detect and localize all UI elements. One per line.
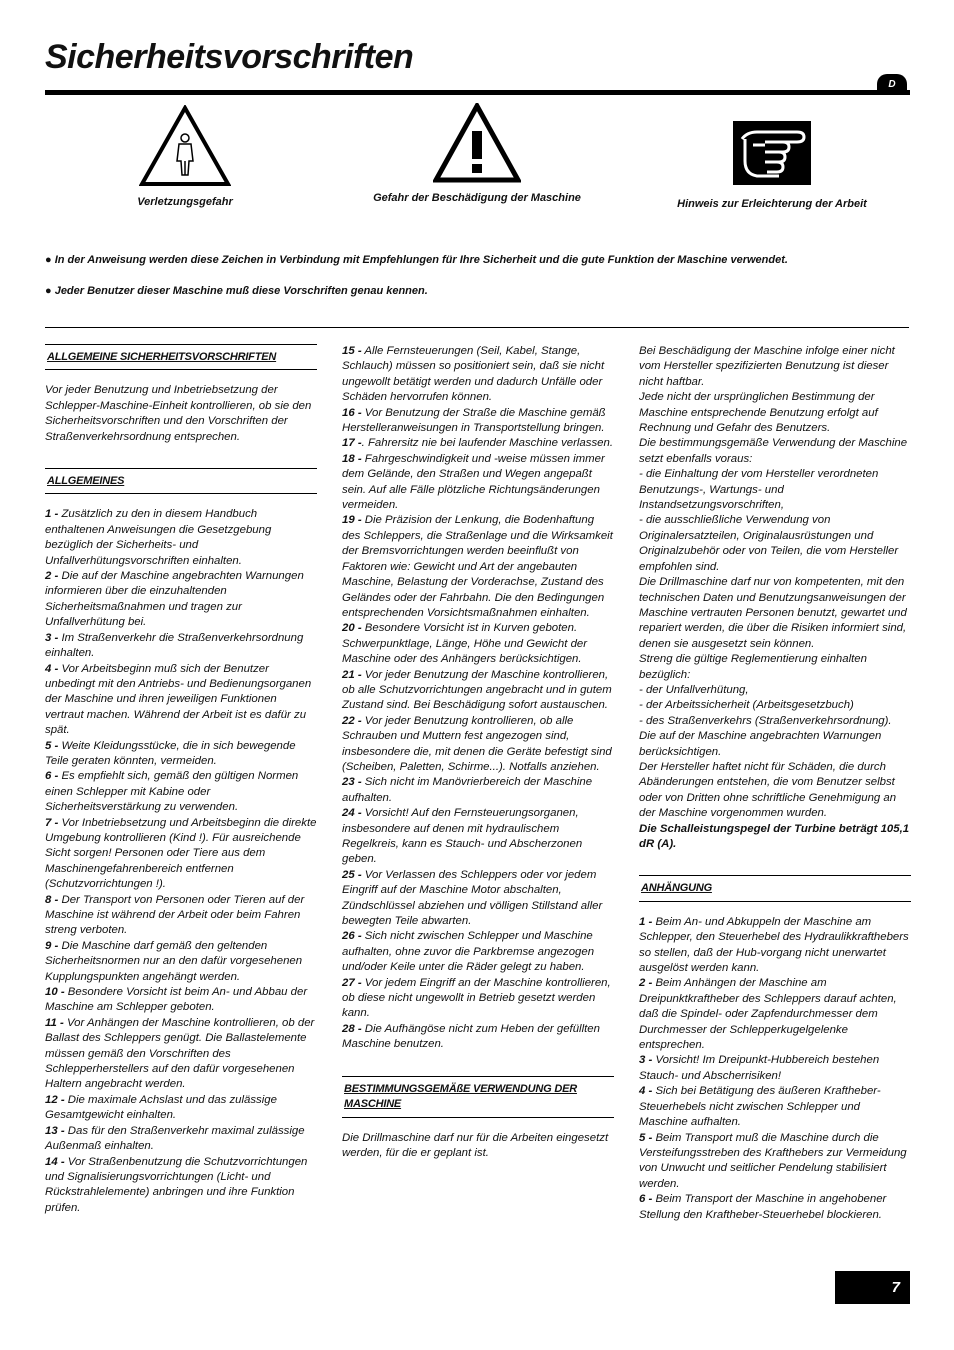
text-line: - die ausschließliche Verwendung von Originalersatzteilen, Originalausrüstungen und Originalzubehör oder von Teilen, die vom Hersteller empfohlen sind. [639, 514, 899, 573]
icon-machine-damage [350, 103, 604, 204]
rule-item: 10 - Besondere Vorsicht ist beim An- und Abbau der Maschine am Schlepper geboten. [45, 986, 308, 1014]
icon-caption: Verletzungsgefahr [137, 196, 233, 208]
rule-item: 24 - Vorsicht! Auf den Fernsteuerungsorganen, insbesondere auf denen mit hydraulischem Regelkreis, kann es Stauch- und Abscherzonen geben. [342, 807, 583, 866]
icon-injury-risk [100, 105, 270, 208]
spacer [45, 445, 317, 468]
heading-general-safety: ALLGEMEINE SICHERHEITSVORSCHRIFTEN [45, 344, 317, 370]
text-line: Die auf der Maschine angebrachten Warnungen berücksichtigen. [639, 730, 882, 758]
note-symbols: ● In der Anweisung werden diese Zeichen in Verbindung mit Empfehlungen für Ihre Sicherheit und die gute Funktion der Maschine verwendet. [45, 254, 788, 266]
text-line: Der Hersteller haftet nicht für Schäden, die durch Abänderungen entstehen, die vom Benutzer selbst oder von Dritten ohne schriftliche Genehmigung an der Maschine vorgenommen wurden. [639, 760, 897, 820]
rule-item: 22 - Vor jeder Benutzung kontrollieren, ob alle Schrauben und Muttern fest angezogen sind, insbesondere die, mit denen die Geräte befestigt sind (Scheiben, Paletten, Schirme...). Notfalls anziehen. [342, 714, 612, 773]
text-line: Jede nicht der ursprünglichen Bestimmung der Maschine entsprechende Benutzung erfolgt auf Rechnung und Gefahr des Benutzers. [639, 391, 878, 435]
spacer [639, 852, 911, 875]
text-line: - die Einhaltung der vom Hersteller verordneten Benutzungs-, Wartungs- und Instandsetzungsvorschriften, [639, 468, 879, 512]
rule-item: 28 - Die Aufhängöse nicht zum Heben der gefüllten Maschine benutzen. [342, 1022, 600, 1051]
text-line: Die Drillmaschine darf nur von kompetenten, mit den technischen Daten und Benutzungsanweisungen der Maschine vertrauten Personen benutzt, gewartet und repariert werden, die über die Risiken informiert sind, denen sie ausgesetzt sein können. [639, 576, 907, 650]
rule-item: 15 - Alle Fernsteuerungen (Seil, Kabel, Stange, Schlauch) müssen so positioniert sein, daß sie nicht ungewollt betätigt werden und dadurch Unfälle oder Schäden hervorrufen können. [342, 345, 605, 404]
rule-item: 17 -. Fahrersitz nie bei laufender Maschine verlassen. [342, 437, 613, 450]
rule-item: 18 - Fahrgeschwindigkeit und -weise müssen immer dem Gelände, den Straßen und Wegen angepaßt sein. Auf alle Fälle plötzliche Richtungsänderungen vermeiden. [342, 452, 605, 512]
intro-paragraph: Vor jeder Benutzung und Inbetriebsetzung der Schlepper-Maschine-Einheit kontrollieren, ob sie den Sicherheitsvorschriften und den Vorschriften der Straßenverkehrsordnung entsprechen. [45, 384, 312, 443]
title-underline [45, 90, 910, 95]
rule-item: 5 - Weite Kleidungsstücke, die in sich bewegende Teile geraten könnten, vermeiden. [45, 739, 296, 767]
rule-item: 26 - Sich nicht zwischen Schlepper und Maschine aufhalten, ohne zuvor die Parkbremse angezogen und/oder Keile unter die Räder gelegt zu haben. [342, 930, 595, 974]
rule-item: 19 - Die Präzision der Lenkung, die Bodenhaftung des Schleppers, die Straßenlage und die Wirksamkeit der Bremsvorrichtungen werden beeinflußt von Faktoren wie: Gewicht und Art der angebauten Maschine, Belastung der Vorderachse, Zustand des Geländes oder der Fahrbahn. Die den Bedingungen entsprechenden Vorsichtsmaßnahmen einhalten. [342, 514, 613, 619]
rule-item: 1 - Beim An- und Abkuppeln der Maschine am Schlepper, den Steuerhebel des Hydraulikkrafthebers so stellen, daß der Hub-vorgang nicht unerwartet ausgelöst werden kann. [639, 915, 909, 975]
rule-item: 11 - Vor Anhängen der Maschine kontrollieren, ob der Ballast des Schleppers genügt. Die Ballastelemente müssen gemäß den Vorschriften des Schlepperherstellers auf den dafür vorgesehenen Haltern angebracht werden. [45, 1016, 315, 1091]
rule-item: 7 - Vor Inbetriebsetzung und Arbeitsbeginn die direkte Umgebung kontrollieren (Kind !). Für ausreichende Sicht sorgen! Personen oder Tiere aus dem Maschinengefahrenbereich entfernen (Schutzvorrichtungen !). [45, 816, 317, 891]
rule-item: 27 - Vor jedem Eingriff an der Maschine kontrollieren, ob diese nicht ungewollt in Betrieb gesetzt werden kann. [342, 976, 611, 1020]
rule-item: 23 - Sich nicht im Manövrierbereich der Maschine aufhalten. [342, 776, 593, 804]
rule-item: 3 - Im Straßenverkehr die Straßenverkehrsordnung einhalten. [45, 631, 304, 660]
spacer [342, 1053, 614, 1076]
rule-item: 6 - Es empfiehlt sich, gemäß den gültigen Normen einen Schlepper mit Kabine oder Sicherheitsverstärkung zu verwenden. [45, 770, 299, 814]
text-line: Bei Beschädigung der Maschine infolge einer nicht vom Hersteller spezifizierten Benutzung ist dieser nicht haftbar. [639, 345, 895, 388]
note-users: ● Jeder Benutzer dieser Maschine muß diese Vorschriften genau kennen. [45, 285, 428, 297]
rule-item: 2 - Die auf der Maschine angebrachten Warnungen informieren über die einzuhaltenden Sicherheitsmaßnahmen und tragen zur Unfallverhütung bei. [45, 570, 304, 629]
rule-item: 8 - Der Transport von Personen oder Tieren auf der Maschine ist während der Arbeit oder beim Fahren streng verboten. [45, 893, 305, 937]
icon-caption: Gefahr der Beschädigung der Maschine [373, 192, 581, 204]
heading-intended-use: BESTIMMUNGSGEMÄßE VERWENDUNG DER MASCHINE [342, 1076, 614, 1118]
rule-item: 4 - Vor Arbeitsbeginn muß sich der Benutzer unbedingt mit den Antriebs- und Bedienungsorganen der Maschine und ihren jeweiligen Funktionen vertraut machen. Während der Arbeit ist es dafür zu spät. [45, 662, 312, 737]
text-line: - des Straßenverkehrs (Straßenverkehrsordnung). [639, 714, 892, 727]
text-line: - der Unfallverhütung, [639, 683, 749, 696]
exclamation-warning-triangle-icon [433, 103, 521, 183]
rule-item: 16 - Vor Benutzung der Straße die Maschine gemäß Herstelleranweisungen in Transportstellung bringen. [342, 406, 606, 435]
rule-item: 25 - Vor Verlassen des Schleppers oder vor jedem Eingriff auf der Maschine Motor abschalten, Zündschlüssel abziehen und völligen Stillstand aller bewegten Teile abwarten. [342, 868, 603, 928]
rule-item: 13 - Das für den Straßenverkehr maximal zulässige Außenmaß einhalten. [45, 1124, 305, 1153]
rule-item: 2 - Beim Anhängen der Maschine am Dreipunktkraftheber des Schleppers darauf achten, daß die Spindel- oder Zapfendurchmesser dem Durchmesser der Schlepperkugelgelenke entsprechen. [639, 977, 897, 1052]
rule-item: 1 - Zusätzlich zu den in diesem Handbuch enthaltenen Anweisungen die Gesetzgebung bezüglich der Sicherheits- und Unfallverhütungsvorschriften einhalten. [45, 508, 272, 567]
icon-caption: Hinweis zur Erleichterung der Arbeit [677, 198, 867, 210]
page-number: 7 [835, 1271, 910, 1304]
text-line: Streng die gültige Reglementierung einhalten bezüglich: [639, 653, 867, 681]
rule-item: 6 - Beim Transport der Maschine in angehobener Stellung den Kraftheber-Steuerhebel blockieren. [639, 1193, 887, 1221]
text-line: Die bestimmungsgemäße Verwendung der Maschine setzt ebenfalls voraus: [639, 437, 908, 465]
rule-item: 3 - Vorsicht! Im Dreipunkt-Hubbereich bestehen Stauch- und Abscherrisiken! [639, 1054, 880, 1082]
text-line: - der Arbeitssicherheit (Arbeitsgesetzbuch) [639, 699, 854, 712]
rule-item: 14 - Vor Straßenbenutzung die Schutzvorrichtungen und Signalisierungsvorrichtungen (Licht- und Rückstrahlelemente) anbringen und ihre Funktion prüfen. [45, 1155, 308, 1214]
rule-item: 12 - Die maximale Achslast und das zulässige Gesamtgewicht einhalten. [45, 1093, 277, 1122]
column-3 [639, 344, 911, 1223]
pointing-hand-icon [733, 121, 811, 185]
rule-item: 5 - Beim Transport muß die Maschine durch die Versteifungsstreben des Krafthebers zur Vermeidung von Unwucht und seitlicher Pendelung stabilisiert werden. [639, 1131, 907, 1190]
rule-item: 4 - Sich bei Betätigung des äußeren Kraftheber-Steuerhebels nicht zwischen Schlepper und Maschine aufhalten. [639, 1085, 881, 1129]
icon-work-tip [650, 121, 894, 210]
column-1 [45, 344, 317, 1216]
page-title: Sicherheitsvorschriften [45, 38, 414, 76]
language-badge: D [877, 74, 907, 94]
rule-item: 20 - Besondere Vorsicht ist in Kurven geboten. Schwerpunktlage, Länge, Höhe und Gewicht der Maschine oder des Anhängers berücksichtigen. [342, 622, 588, 666]
rule-item: 9 - Die Maschine darf gemäß den geltenden Sicherheitsnormen nur an den dafür vorgesehenen Kupplungspunkten angehängt werden. [45, 939, 303, 983]
heading-hitching: ANHÄNGUNG [639, 875, 911, 901]
rule-item: 21 - Vor jeder Benutzung der Maschine kontrollieren, ob alle Schutzvorrichtungen angebracht und in gutem Zustand sind. Bei Beschädigung sofort austauschen. [342, 668, 612, 712]
section-divider [45, 327, 909, 328]
sound-power-level: Die Schalleistungspegel der Turbine beträgt 105,1 dR (A). [639, 822, 910, 850]
column-2 [342, 344, 614, 1161]
intended-use-paragraph: Die Drillmaschine darf nur für die Arbeiten eingesetzt werden, für die er geplant ist. [342, 1131, 609, 1159]
heading-general: ALLGEMEINES [45, 468, 317, 494]
person-warning-triangle-icon [139, 105, 231, 187]
